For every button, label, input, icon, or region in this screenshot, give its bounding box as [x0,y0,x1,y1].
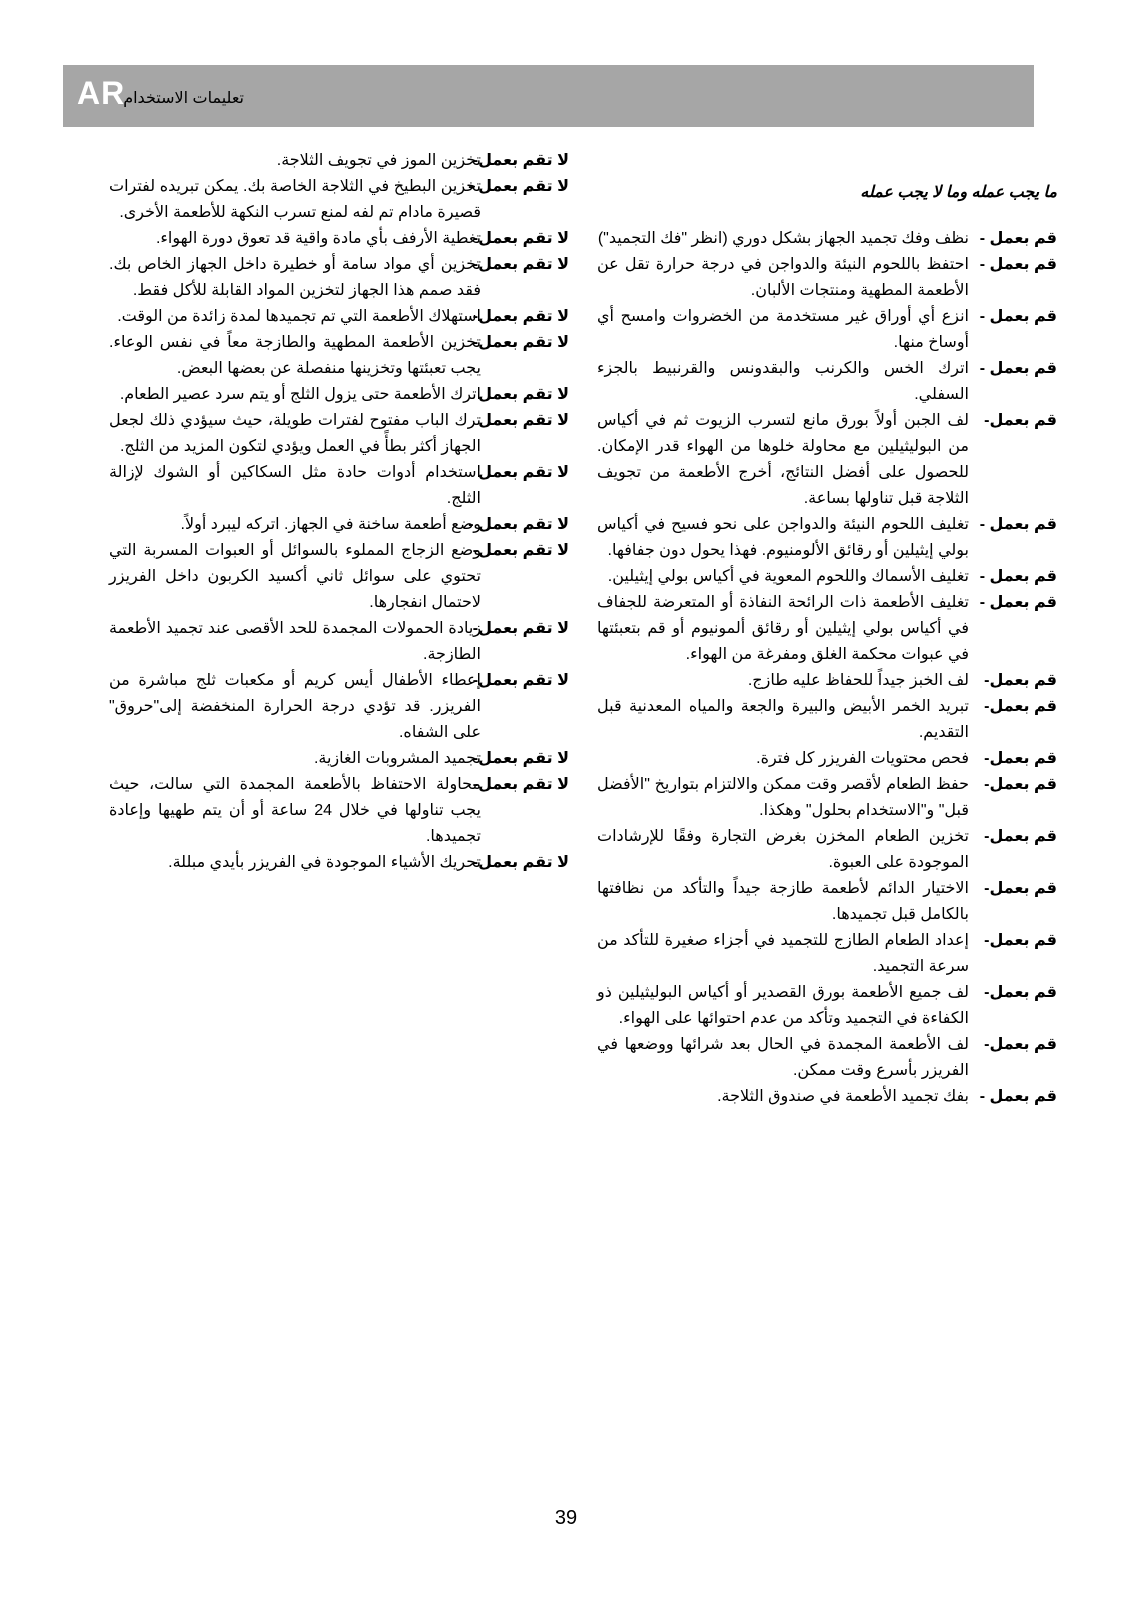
dont-item-label: لا تقم بعمل- [472,308,569,325]
do-item-label: قم بعمل- [984,880,1057,897]
do-item-text: تخزين الطعام المخزن بغرض التجارة وفقًا للإرشادات الموجودة على العبوة. [597,828,969,871]
page-number: 39 [554,1507,578,1529]
dont-item-text: استخدام أدوات حادة مثل السكاكين أو الشوك لإزالة الثلج. [109,464,481,507]
dont-item-text: تجميد المشروبات الغازية. [313,750,481,767]
do-item-label: قم بعمل- [984,1036,1057,1053]
dont-item [109,460,569,512]
do-item-text: لف الأطعمة المجمدة في الحال بعد شرائها ووضعها في الفريزر بأسرع وقت ممكن. [597,1036,969,1079]
dont-item [109,304,569,330]
do-item-label: قم بعمل - [979,594,1057,611]
dont-item-text: وضع أطعمة ساخنة في الجهاز. اتركه ليبرد أولاً. [180,516,481,533]
do-list [597,226,1057,1110]
dont-item [109,382,569,408]
do-item [597,980,1057,1032]
do-item-text: لف الجبن أولاً بورق مانع لتسرب الزيوت ثم في أكياس من البوليثيلين مع محاولة خلوها من الهواء قدر الإمكان. للحصول على أفضل النتائج، أخرج الأطعمة من تجويف الثلاجة قبل تناولها بساعة. [597,412,969,507]
do-item-label: قم بعمل- [984,750,1057,767]
do-item [597,356,1057,408]
dont-item-text: تخزين الأطعمة المطهية والطازجة معاً في نفس الوعاء. يجب تعبئتها وتخزينها منفصلة عن بعضها البعض. [109,334,481,377]
dont-item-text: تخزين أي مواد سامة أو خطيرة داخل الجهاز الخاص بك. فقد صمم هذا الجهاز لتخزين المواد القابلة للأكل فقط. [109,256,481,299]
do-item-text: تغليف الأطعمة ذات الرائحة النفاذة أو المتعرضة للجفاف في أكياس بولي إيثيلين أو رقائق ألمونيوم أو قم بتعبئتها في عبوات محكمة الغلق ومفرغة من الهواء. [597,594,969,663]
do-item [597,226,1057,252]
do-item [597,1032,1057,1084]
dont-item-label: لا تقم بعمل- [472,750,569,767]
do-item [597,590,1057,668]
dont-item-label: لا تقم بعمل [478,386,569,403]
dont-item [109,512,569,538]
do-item [597,1084,1057,1110]
do-item-label: قم بعمل- [984,412,1057,429]
dont-item-text: تغطية الأرفف بأي مادة واقية قد تعوق دورة الهواء. [155,230,481,247]
header-title: تعليمات الاستخدام [123,90,244,107]
do-item-label: قم بعمل- [984,984,1057,1001]
dont-item-label: لا تقم بعمل- [472,620,569,637]
do-item [597,876,1057,928]
do-item-label: قم بعمل - [979,1088,1057,1105]
dont-item [109,174,569,226]
do-item-label: قم بعمل- [984,698,1057,715]
do-item-text: احتفظ باللحوم النيئة والدواجن في درجة حرارة تقل عن الأطعمة المطهية ومنتجات الألبان. [597,256,969,299]
dont-item-label: لا تقم بعمل- [472,542,569,559]
do-item [597,564,1057,590]
dont-item-label: لا تقم بعمل- [472,672,569,689]
do-item-text: بفك تجميد الأطعمة في صندوق الثلاجة. [717,1088,969,1105]
dont-item [109,772,569,850]
do-item [597,512,1057,564]
dont-item-label: لا تقم بعمل- [472,152,569,169]
dont-item-text: تحريك الأشياء الموجودة في الفريزر بأيدي مبللة. [168,854,481,871]
do-item [597,668,1057,694]
do-item-text: إعداد الطعام الطازج للتجميد في أجزاء صغيرة للتأكد من سرعة التجميد. [597,932,969,975]
dont-item-label: لا تقم بعمل- [472,776,569,793]
do-item-label: قم بعمل - [979,516,1057,533]
do-item-text: لف الخبز جيداً للحفاظ عليه طازج. [747,672,969,689]
dont-item-label: لا تقم بعمل- [472,854,569,871]
do-item-text: فحص محتويات الفريزر كل فترة. [756,750,969,767]
do-item-label: قم بعمل- [984,672,1057,689]
dont-item [109,538,569,616]
dont-item-label: لا تقم بعمل [478,464,569,481]
do-item-label: قم بعمل - [979,256,1057,273]
dont-item-label: لا تقم بعمل - [468,516,569,533]
do-item-text: حفظ الطعام لأقصر وقت ممكن والالتزام بتواريخ "الأفضل قبل" و"الاستخدام بحلول" وهكذا. [597,776,969,819]
do-item-text: اترك الخس والكرنب والبقدونس والقرنبيط بالجزء السفلي. [597,360,969,403]
section-heading: ما يجب عمله وما لا يجب عمله [860,184,1057,201]
do-item-text: تغليف الأسماك واللحوم المعوية في أكياس بولي إيثيلين. [607,568,969,585]
do-item-text: انزع أي أوراق غير مستخدمة من الخضروات وامسح أي أوساخ منها. [597,308,969,351]
dont-item-text: تخزين الموز في تجويف الثلاجة. [276,152,481,169]
do-item [597,928,1057,980]
dont-item-label: لا تقم بعمل- [472,334,569,351]
do-item-label: قم بعمل- [984,932,1057,949]
dont-item-text: تخزين البطيخ في الثلاجة الخاصة بك. يمكن تبريده لفترات قصيرة مادام تم لفه لمنع تسرب النكهة للأطعمة الأخرى. [109,178,481,221]
do-item-label: قم بعمل- [984,828,1057,845]
dont-item-text: وضع الزجاج المملوء بالسوائل أو العبوات المسربة التي تحتوي على سوائل ثاني أكسيد الكربون داخل الفريزر لاحتمال انفجارها. [109,542,481,611]
dont-item-label: لا تقم بعمل- [472,256,569,273]
dont-item-text: ترك الباب مفتوح لفترات طويلة، حيث سيؤدي ذلك لجعل الجهاز أكثر بطأً في العمل ويؤدي لتكون المزيد من الثلج. [109,412,481,455]
dont-item-label: لا تقم بعمل- [472,230,569,247]
do-item-label: قم بعمل - [979,360,1057,377]
dont-item [109,330,569,382]
dont-list [109,148,569,876]
do-item [597,746,1057,772]
dont-item [109,408,569,460]
dont-item-label: لا تقم بعمل [478,412,569,429]
language-code: AR [77,75,126,111]
header-bar [63,65,1034,127]
do-item-text: تبريد الخمر الأبيض والبيرة والجعة والمياه المعدنية قبل التقديم. [597,698,969,741]
dont-item-text: إعطاء الأطفال أيس كريم أو مكعبات ثلج مباشرة من الفريزر. قد تؤدي درجة الحرارة المنخفضة إلى"حروق" على الشفاه. [109,672,481,741]
dont-item-label: لا تقم بعمل - [468,178,569,195]
do-item-text: الاختيار الدائم لأطعمة طازجة جيداً والتأكد من نظافتها بالكامل قبل تجميدها. [597,880,969,923]
do-item-text: تغليف اللحوم النيئة والدواجن على نحو فسيح في أكياس بولي إيثيلين أو رقائق الألومنيوم. فهذا يحول دون جفافها. [597,516,969,559]
dont-item-text: محاولة الاحتفاظ بالأطعمة المجمدة التي سالت، حيث يجب تناولها في خلال 24 ساعة أو أن يتم طهيها وإعادة تجميدها. [109,776,481,845]
do-item-text: لف جميع الأطعمة بورق القصدير أو أكياس البوليثيلين ذو الكفاءة في التجميد وتأكد من عدم احتوائها على الهواء. [597,984,969,1027]
dont-item [109,148,569,174]
do-item [597,304,1057,356]
dont-item [109,252,569,304]
do-item-label: قم بعمل - [979,568,1057,585]
dont-item-text: اترك الأطعمة حتى يزول الثلج أو يتم سرد عصير الطعام. [119,386,481,403]
dont-item-text: زيادة الحمولات المجمدة للحد الأقصى عند تجميد الأطعمة الطازجة. [109,620,481,663]
do-item-label: قم بعمل - [979,308,1057,325]
dont-item [109,746,569,772]
do-item [597,252,1057,304]
dont-item [109,668,569,746]
do-item [597,694,1057,746]
do-item-label: قم بعمل- [984,776,1057,793]
do-item [597,772,1057,824]
do-item [597,824,1057,876]
dont-item-text: استهلاك الأطعمة التي تم تجميدها لمدة زائدة من الوقت. [117,308,481,325]
dont-item [109,616,569,668]
do-item-label: قم بعمل - [979,230,1057,247]
do-item [597,408,1057,512]
dont-item [109,226,569,252]
do-item-text: نظف وفك تجميد الجهاز بشكل دوري (انظر "فك التجميد") [597,230,969,247]
dont-item [109,850,569,876]
